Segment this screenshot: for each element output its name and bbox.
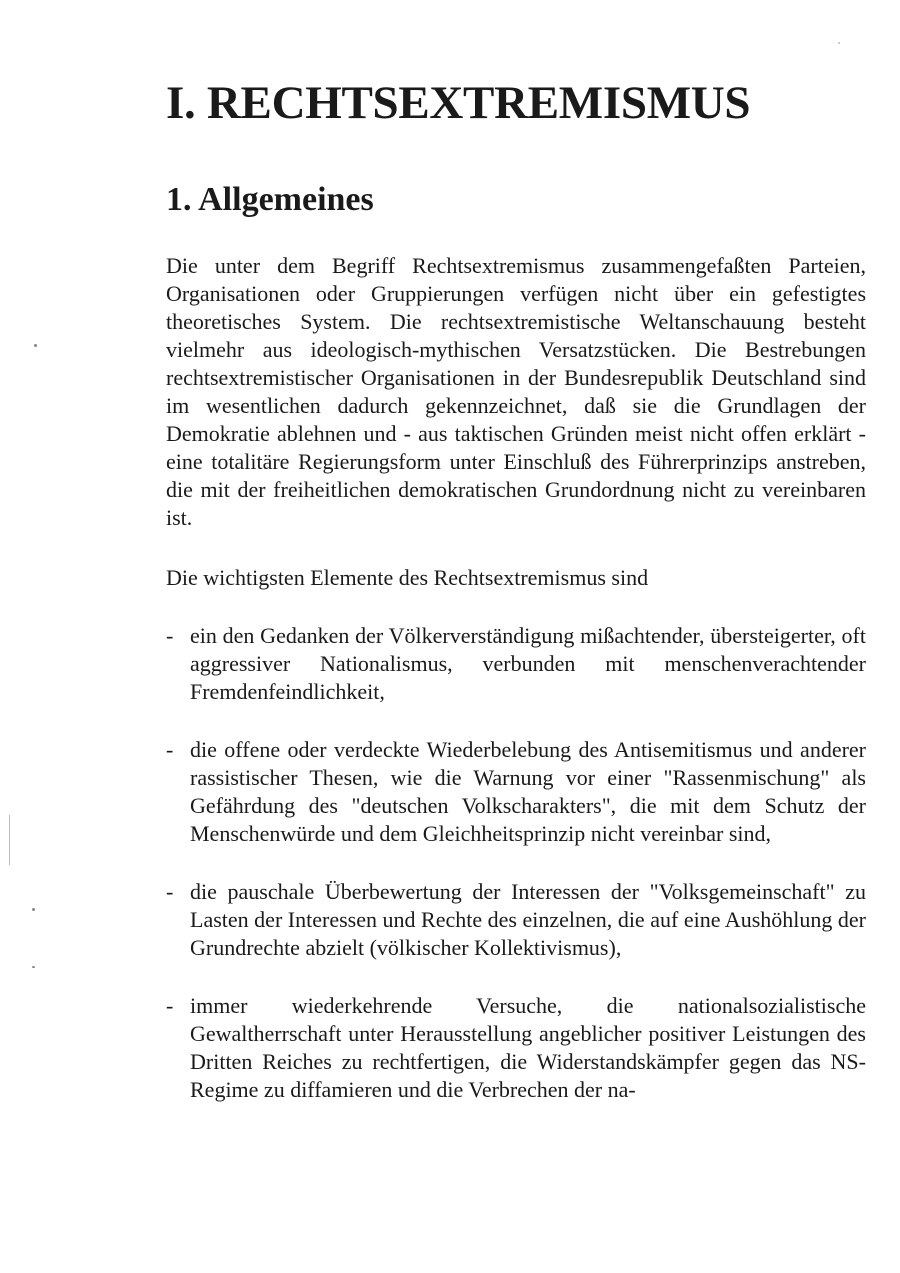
list-bullet: - <box>166 737 174 762</box>
list-item <box>166 992 866 1104</box>
list-item-text: immer wiederkehrende Versuche, die nationalsozialistische Gewaltherrschaft unter Herausstellung angeblicher positiver Leistungen des Dritten Reiches zu rechtfertigen, die Widerstandskämpfer gegen das NS-Regime zu diffamieren und die Verbrechen der na- <box>190 993 866 1102</box>
list-bullet: - <box>166 993 174 1018</box>
scan-speck <box>34 344 37 347</box>
list-item-text: die pauschale Überbewertung der Interessen der "Volksgemeinschaft" zu Lasten der Interessen und Rechte des einzelnen, die auf eine Aushöhlung der Grundrechte abzielt (völkischer Kollektivismus), <box>190 879 866 960</box>
scan-speck <box>9 815 10 865</box>
section-title: 1. Allgemeines <box>166 181 374 218</box>
list-item <box>166 736 866 848</box>
list-bullet: - <box>166 623 174 648</box>
elements-list <box>166 622 866 1104</box>
list-intro: Die wichtigsten Elemente des Rechtsextremismus sind <box>166 565 649 590</box>
list-item-text: die offene oder verdeckte Wiederbelebung des Antisemitismus und anderer rassistischer Thesen, wie die Warnung vor einer "Rassenmischung" als Gefährdung des "deutschen Volkscharakters", die mit dem Schutz der Menschenwürde und dem Gleichheitsprinzip nicht vereinbar sind, <box>190 737 866 846</box>
list-item <box>166 878 866 962</box>
chapter-title: I. RECHTSEXTREMISMUS <box>166 77 751 129</box>
document-page <box>166 70 866 1104</box>
body-paragraph: Die unter dem Begriff Rechtsextremismus zusammengefaßten Parteien, Organisationen oder Gruppierungen verfügen nicht über ein gefestigtes theoretisches System. Die rechtsextremistische Weltanschauung besteht vielmehr aus ideologisch-mythischen Versatzstücken. Die Bestrebungen rechtsextremistischer Organisationen in der Bundesrepublik Deutschland sind im wesentlichen dadurch gekennzeichnet, daß sie die Grundlagen der Demokratie ablehnen und - aus taktischen Gründen meist nicht offen erklärt - eine totalitäre Regierungsform unter Einschluß des Führerprinzips anstreben, die mit der freiheitlichen demokratischen Grundordnung nicht zu vereinbaren ist. <box>166 253 866 530</box>
scan-speck <box>32 908 35 911</box>
scan-speck <box>32 966 35 968</box>
list-item-text: ein den Gedanken der Völkerverständigung mißachtender, übersteigerter, oft aggressiver Nationalismus, verbunden mit menschenverachtender Fremdenfeindlichkeit, <box>190 623 866 704</box>
list-item <box>166 622 866 706</box>
list-bullet: - <box>166 879 174 904</box>
scan-speck <box>838 42 840 44</box>
